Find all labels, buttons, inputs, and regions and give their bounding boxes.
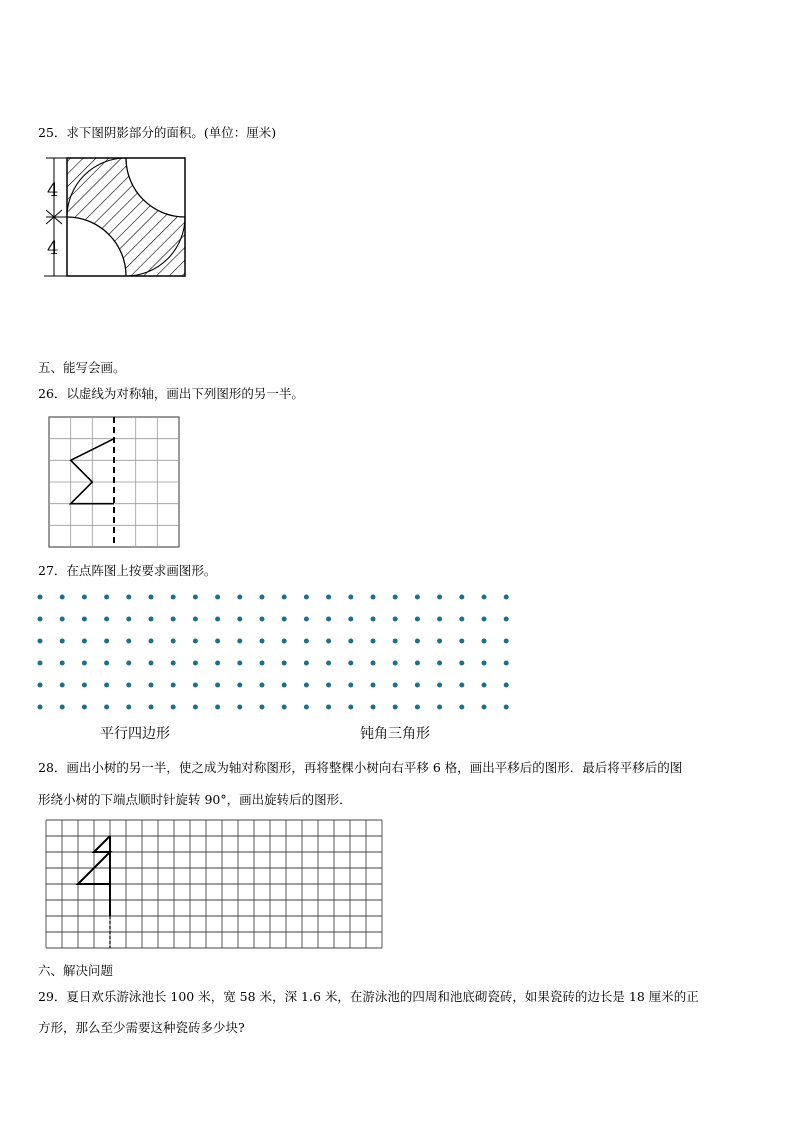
dot [38, 661, 43, 666]
dot [193, 595, 198, 600]
dot [371, 661, 376, 666]
dot [371, 617, 376, 622]
dot [60, 639, 65, 644]
dot [437, 595, 442, 600]
dot [415, 683, 420, 688]
dot [371, 683, 376, 688]
dot [415, 661, 420, 666]
dot [215, 683, 220, 688]
dot [326, 683, 331, 688]
dot [149, 595, 154, 600]
dot [459, 595, 464, 600]
dot [459, 683, 464, 688]
dot [326, 661, 331, 666]
dot [260, 639, 265, 644]
dot [348, 617, 353, 622]
q27-label-obtuse-triangle: 钝角三角形 [360, 726, 430, 742]
dot [482, 683, 487, 688]
dot [348, 683, 353, 688]
dot [282, 639, 287, 644]
dot [504, 617, 509, 622]
dot [393, 705, 398, 710]
dot [393, 683, 398, 688]
dot [215, 661, 220, 666]
dot [393, 617, 398, 622]
dot [504, 595, 509, 600]
dot [326, 639, 331, 644]
dot [282, 705, 287, 710]
dot [326, 595, 331, 600]
dot [104, 639, 109, 644]
dot [482, 617, 487, 622]
dot [171, 617, 176, 622]
dot [415, 705, 420, 710]
dot [126, 683, 131, 688]
dot [237, 683, 242, 688]
dot [326, 617, 331, 622]
q25-dim-top: 4 [47, 180, 59, 201]
dot [304, 705, 309, 710]
dot [82, 595, 87, 600]
q29-text-line2: 方形，那么至少需要这种瓷砖多少块? [38, 1020, 245, 1035]
dot [348, 661, 353, 666]
dot [282, 595, 287, 600]
dot [193, 661, 198, 666]
dot [60, 683, 65, 688]
dot [371, 639, 376, 644]
dot [304, 683, 309, 688]
dot [38, 639, 43, 644]
dot [215, 705, 220, 710]
dot [348, 595, 353, 600]
dot [149, 661, 154, 666]
dot [171, 683, 176, 688]
dot [104, 705, 109, 710]
dot [348, 639, 353, 644]
dot [126, 595, 131, 600]
dot [482, 661, 487, 666]
dot [60, 705, 65, 710]
dot [437, 617, 442, 622]
dot [437, 661, 442, 666]
dot [415, 617, 420, 622]
dot [82, 661, 87, 666]
dot [126, 639, 131, 644]
dot [237, 661, 242, 666]
dot [38, 595, 43, 600]
dot [393, 639, 398, 644]
dot [237, 639, 242, 644]
dot [126, 617, 131, 622]
dot [104, 683, 109, 688]
dot [459, 617, 464, 622]
dot [393, 595, 398, 600]
dot [193, 705, 198, 710]
dot [371, 705, 376, 710]
dot [60, 595, 65, 600]
dot [104, 661, 109, 666]
q25-dim-bottom: 4 [47, 238, 59, 259]
q25-text: 25．求下图阴影部分的面积。(单位：厘米) [38, 125, 277, 140]
dot [260, 595, 265, 600]
dot [82, 639, 87, 644]
dot [126, 661, 131, 666]
q27-dot-grid [36, 592, 516, 712]
q28-text-line2: 形绕小树的下端点顺时针旋转 90°，画出旋转后的图形． [38, 792, 352, 807]
dot [60, 617, 65, 622]
dot [326, 705, 331, 710]
dot [504, 661, 509, 666]
dot [304, 595, 309, 600]
dot [282, 617, 287, 622]
dot [482, 595, 487, 600]
dot [260, 661, 265, 666]
dot [171, 639, 176, 644]
q25-shaded-figure [38, 152, 198, 282]
dot [393, 661, 398, 666]
q28-tree-grid [44, 818, 384, 958]
dot [304, 661, 309, 666]
dot [459, 705, 464, 710]
dot [415, 595, 420, 600]
dot [171, 595, 176, 600]
dot [459, 661, 464, 666]
dot [104, 617, 109, 622]
q27-label-parallelogram: 平行四边形 [100, 726, 170, 742]
dot [149, 617, 154, 622]
dot [171, 705, 176, 710]
dot [215, 595, 220, 600]
dot [38, 617, 43, 622]
dot [215, 617, 220, 622]
dot [38, 705, 43, 710]
dot [215, 639, 220, 644]
dot [415, 639, 420, 644]
dot [482, 639, 487, 644]
q28-text-line1: 28．画出小树的另一半，使之成为轴对称图形，再将整棵小树向右平移 6 格，画出平移后的图形．最后将平移后的图 [38, 760, 683, 775]
dot [60, 661, 65, 666]
dot [104, 595, 109, 600]
q29-text-line1: 29．夏日欢乐游泳池长 100 米，宽 58 米，深 1.6 米，在游泳池的四周和池底砌瓷砖，如果瓷砖的边长是 18 厘米的正 [38, 989, 699, 1004]
dot [126, 705, 131, 710]
dot [38, 683, 43, 688]
dot [237, 617, 242, 622]
dot [82, 683, 87, 688]
dot [304, 639, 309, 644]
dot [237, 595, 242, 600]
dot [482, 705, 487, 710]
dot [260, 705, 265, 710]
dot [437, 683, 442, 688]
q26-text: 26．以虚线为对称轴，画出下列图形的另一半。 [38, 386, 304, 401]
dot [149, 639, 154, 644]
dot [171, 661, 176, 666]
dot [504, 683, 509, 688]
dot [193, 683, 198, 688]
dot [282, 661, 287, 666]
dot [260, 617, 265, 622]
dot [193, 617, 198, 622]
dot [437, 639, 442, 644]
dot [504, 705, 509, 710]
dot [260, 683, 265, 688]
dot [459, 639, 464, 644]
dot [82, 617, 87, 622]
dot [149, 705, 154, 710]
dot [437, 705, 442, 710]
dot [304, 617, 309, 622]
dot [237, 705, 242, 710]
section5-title: 五、能写会画。 [38, 360, 126, 375]
dot [82, 705, 87, 710]
q27-text: 27．在点阵图上按要求画图形。 [38, 563, 217, 578]
dot [348, 705, 353, 710]
dot [149, 683, 154, 688]
dot [371, 595, 376, 600]
section6-title: 六、解决问题 [38, 963, 114, 978]
dot [193, 639, 198, 644]
q26-grid-figure [48, 416, 180, 548]
dot [504, 639, 509, 644]
dot [282, 683, 287, 688]
